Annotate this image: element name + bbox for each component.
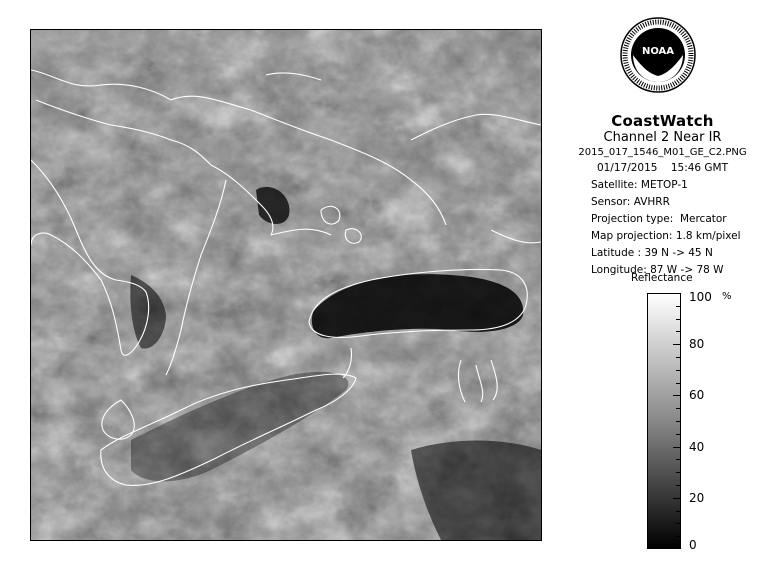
colorbar-tick-mark: [676, 511, 681, 512]
satellite-image: [31, 30, 541, 540]
colorbar-tick-mark: [676, 306, 681, 307]
meta-satellite: Satellite: METOP-1: [591, 179, 688, 191]
meta-longitude: Longitude: 87 W -> 78 W: [591, 264, 724, 276]
noaa-logo-text: NOAA: [641, 46, 675, 57]
colorbar-tick-mark: [676, 434, 681, 435]
meta-projection-type: Projection type: Mercator: [591, 213, 727, 225]
colorbar-tick-mark: [676, 536, 681, 537]
colorbar-tick-mark: [676, 331, 681, 332]
meta-sensor: Sensor: AVHRR: [591, 196, 670, 208]
legend-title: Reflectance: [631, 272, 693, 284]
colorbar-tick-mark: [676, 357, 681, 358]
colorbar-tick-mark: [676, 485, 681, 486]
colorbar-tick-mark: [673, 293, 681, 294]
colorbar-tick-mark: [676, 319, 681, 320]
meta-latitude: Latitude : 39 N -> 45 N: [591, 247, 713, 259]
colorbar-tick-label: 20: [689, 490, 705, 505]
colorbar-tick-label: 100: [689, 290, 712, 304]
channel-label: Channel 2 Near IR: [603, 130, 722, 145]
acquisition-date: 01/17/2015: [596, 162, 658, 174]
colorbar-tick-label: 80: [689, 337, 705, 352]
product-title: CoastWatch: [611, 112, 714, 130]
noaa-logo: [619, 16, 697, 110]
colorbar-tick-mark: [676, 408, 681, 409]
colorbar-tick-mark: [673, 498, 681, 499]
colorbar-tick-label: 0: [689, 538, 697, 552]
colorbar-tick-mark: [673, 548, 681, 549]
colorbar-tick-mark: [673, 447, 681, 448]
acquisition-time: 15:46 GMT: [670, 162, 729, 174]
legend-unit: %: [722, 291, 732, 302]
colorbar-tick-label: 60: [689, 388, 705, 403]
colorbar-tick-label: 40: [689, 439, 705, 454]
colorbar-tick-mark: [676, 383, 681, 384]
colorbar-tick-mark: [673, 344, 681, 345]
colorbar-tick-mark: [676, 421, 681, 422]
colorbar-tick-mark: [676, 459, 681, 460]
meta-map-projection: Map projection: 1.8 km/pixel: [591, 230, 741, 242]
image-filename: 2015_017_1546_M01_GE_C2.PNG: [578, 147, 747, 158]
acquisition-datetime: [560, 162, 765, 174]
colorbar-tick-mark: [673, 395, 681, 396]
colorbar-tick-mark: [676, 472, 681, 473]
colorbar-tick-mark: [676, 370, 681, 371]
satellite-map: [30, 29, 542, 541]
colorbar-tick-mark: [676, 523, 681, 524]
